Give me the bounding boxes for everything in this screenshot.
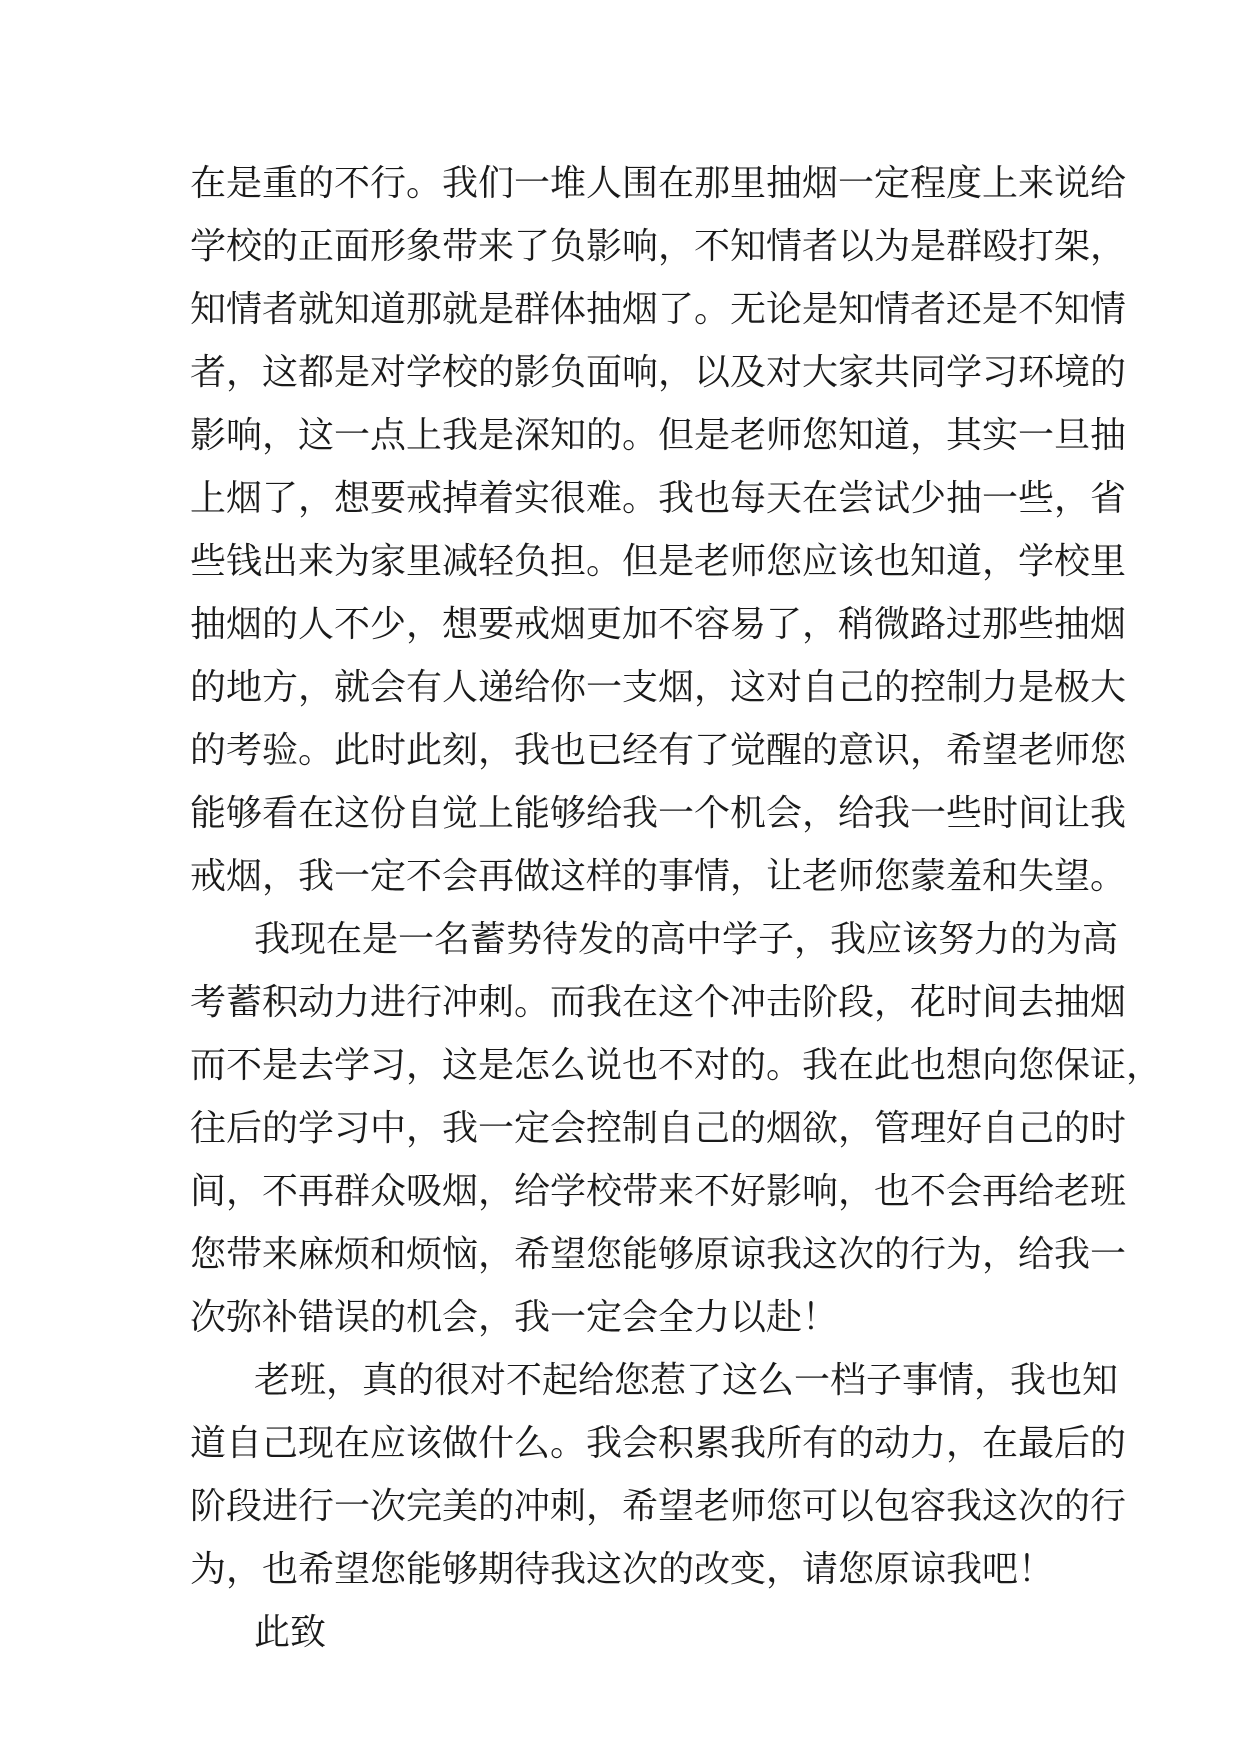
text-line: 的地方，就会有人递给你一支烟，这对自己的控制力是极大 (190, 667, 1127, 708)
text-line: 考蓄积动力进行冲刺。而我在这个冲击阶段，花时间去抽烟 (190, 982, 1127, 1023)
text-line: 知情者就知道那就是群体抽烟了。无论是知情者还是不知情 (190, 289, 1127, 330)
text-line: 者，这都是对学校的影负面响，以及对大家共同学习环境的 (190, 352, 1127, 393)
text-line: 间，不再群众吸烟，给学校带来不好影响，也不会再给老班 (190, 1171, 1127, 1212)
text-line: 道自己现在应该做什么。我会积累我所有的动力，在最后的 (190, 1423, 1127, 1464)
text-line: 为，也希望您能够期待我这次的改变，请您原谅我吧！ (190, 1549, 1055, 1590)
text-line: 影响，这一点上我是深知的。但是老师您知道，其实一旦抽 (190, 415, 1127, 456)
text-line: 次弥补错误的机会，我一定会全力以赴！ (190, 1297, 839, 1338)
text-line: 上烟了，想要戒掉着实很难。我也每天在尝试少抽一些，省 (190, 478, 1127, 519)
text-line: 些钱出来为家里减轻负担。但是老师您应该也知道，学校里 (190, 541, 1127, 582)
text-line: 抽烟的人不少，想要戒烟更加不容易了，稍微路过那些抽烟 (190, 604, 1127, 645)
text-line: 在是重的不行。我们一堆人围在那里抽烟一定程度上来说给 (190, 163, 1127, 204)
text-line: 阶段进行一次完美的冲刺，希望老师您可以包容我这次的行 (190, 1486, 1127, 1527)
letter-body (190, 152, 1163, 1664)
text-line: 能够看在这份自觉上能够给我一个机会，给我一些时间让我 (190, 793, 1127, 834)
text-line: 往后的学习中，我一定会控制自己的烟欲，管理好自己的时 (190, 1108, 1127, 1149)
text-line: 的考验。此时此刻，我也已经有了觉醒的意识，希望老师您 (190, 730, 1127, 771)
text-line: 我现在是一名蓄势待发的高中学子，我应该努力的为高 (254, 919, 1119, 960)
text-line: 而不是去学习，这是怎么说也不对的。我在此也想向您保证， (190, 1045, 1163, 1086)
text-line: 此致 (254, 1612, 327, 1653)
text-line: 学校的正面形象带来了负影响，不知情者以为是群殴打架， (190, 226, 1127, 267)
text-line: 老班，真的很对不起给您惹了这么一档子事情，我也知 (254, 1360, 1119, 1401)
text-line: 您带来麻烦和烦恼，希望您能够原谅我这次的行为，给我一 (190, 1234, 1127, 1275)
text-line: 戒烟，我一定不会再做这样的事情，让老师您蒙羞和失望。 (190, 856, 1127, 897)
